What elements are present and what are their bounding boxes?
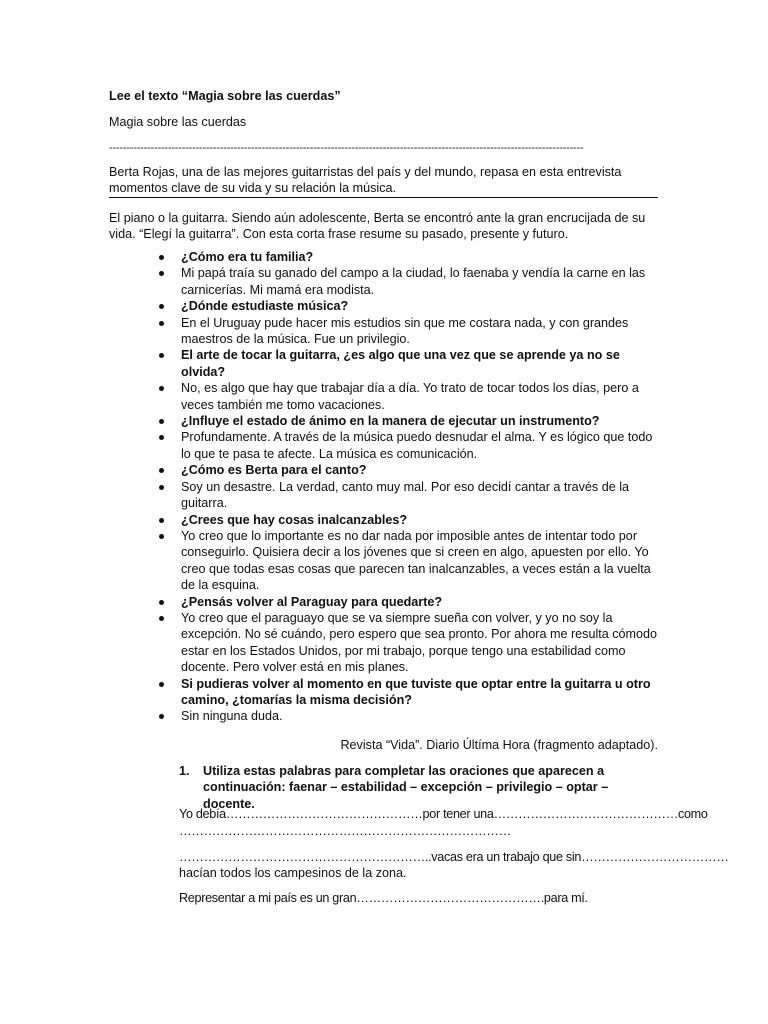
interview-text: ¿Pensás volver al Paraguay para quedarte?	[181, 594, 443, 609]
source-citation: Revista “Vida”. Diario Últíma Hora (fragmento adaptado).	[340, 738, 658, 752]
bullet-icon	[159, 304, 164, 309]
bullet-icon	[159, 321, 164, 326]
interview-text: Yo creo que lo importante es no dar nada por imposible antes de intentar todo por conseguirlo. Quisiera decir a los jóvenes que si creen en algo, apuesten por ello. Yo creo que todas esas cosas que parecen tan inalcanzables, a veces están a la vuelta de la esquina.	[181, 528, 651, 593]
interview-question	[181, 512, 661, 528]
body-paragraph: El piano o la guitarra. Siendo aún adolescente, Berta se encontró ante la gran encrucijada de su vida. “Elegí la guitarra”. Con esta corta frase resume su pasado, presente y futuro.	[109, 211, 646, 242]
interview-text: No, es algo que hay que trabajar día a día. Yo trato de tocar todos los días, pero a veces también me tomo vacaciones.	[181, 381, 639, 412]
interview-question	[181, 298, 661, 314]
bullet-icon	[159, 353, 164, 358]
instruction-title: Lee el texto “Magia sobre las cuerdas”	[109, 89, 341, 103]
interview-text: Profundamente. A través de la música puedo desnudar el alma. Y es lógico que todo lo que te pasa te afecte. La música es comunicación.	[181, 430, 653, 461]
interview-question	[181, 594, 661, 610]
interview-text: Yo creo que el paraguayo que se va siempre sueña con volver, y yo no soy la excepción. No sé cuándo, pero espero que sea pronto. Por ahora me resulta cómodo estar en los Estados Unidos, por mi trabajo, porque tengo una estabilidad como docente. Pero volver está en mis planes.	[181, 610, 658, 675]
horizontal-rule	[109, 197, 658, 198]
interview-text: Mi papá traía su ganado del campo a la ciudad, lo faenaba y vendía la carne en las carnicerías. Mi mamá era modista.	[181, 266, 646, 297]
interview-question	[181, 676, 661, 709]
text-title: Magia sobre las cuerdas	[109, 115, 247, 129]
interview-answer	[181, 429, 661, 462]
interview-answer	[181, 610, 661, 676]
intro-paragraph: Berta Rojas, una de las mejores guitarristas del país y del mundo, repasa en esta entrevista momentos clave de su vida y su relación la música.	[109, 165, 622, 196]
interview-text: Sin ninguna duda.	[181, 709, 283, 724]
interview-answer	[181, 528, 661, 594]
exercise-number: 1.	[179, 764, 190, 778]
sentence-1-line-1: Yo debía…………………………………………por tener una………………………………………como	[179, 807, 708, 821]
interview-text: ¿Crees que hay cosas inalcanzables?	[181, 512, 408, 527]
bullet-icon	[159, 468, 164, 473]
interview-answer	[181, 708, 661, 724]
interview-text: ¿Influye el estado de ánimo en la manera de ejecutar un instrumento?	[181, 414, 600, 429]
interview-text: ¿Cómo era tu familia?	[181, 250, 314, 264]
interview-question	[181, 347, 661, 380]
bullet-icon	[159, 271, 164, 276]
dashed-separator: -----------------------------------------------------------------------------------------------------------------------------------------	[109, 143, 584, 153]
interview-question	[181, 413, 661, 429]
bullet-icon	[159, 419, 164, 424]
interview-text: ¿Cómo es Berta para el canto?	[181, 463, 367, 478]
exercise-instruction: Utiliza estas palabras para completar las oraciones que aparecen a continuación: faenar – estabilidad – excepción – privilegio – optar – docente.	[203, 764, 609, 811]
interview-text: Si pudieras volver al momento en que tuviste que optar entre la guitarra u otro camino, ¿tomarías la misma decisión?	[181, 676, 651, 707]
bullet-icon	[159, 485, 164, 490]
bullet-icon	[159, 386, 164, 391]
sentence-2-line-2: hacían todos los campesinos de la zona.	[179, 866, 407, 880]
interview-text: Soy un desastre. La verdad, canto muy mal. Por eso decidí cantar a través de la guitarra.	[181, 479, 630, 511]
interview-answer	[181, 479, 661, 512]
interview-list	[181, 249, 661, 725]
bullet-icon	[159, 518, 164, 523]
bullet-icon	[159, 682, 164, 687]
bullet-icon	[159, 616, 164, 621]
bullet-icon	[159, 255, 164, 260]
bullet-icon	[159, 600, 164, 605]
bullet-icon	[159, 435, 164, 440]
interview-text: En el Uruguay pude hacer mis estudios sin que me costara nada, y con grandes maestros de la música. Fue un privilegio.	[181, 315, 629, 347]
bullet-icon	[159, 714, 164, 719]
interview-question	[181, 249, 661, 265]
interview-text: El arte de tocar la guitarra, ¿es algo que una vez que se aprende ya no se olvida?	[181, 348, 620, 379]
interview-answer	[181, 380, 661, 413]
sentence-3: Representar a mi país es un gran……………………………………….para mí.	[179, 891, 588, 905]
bullet-icon	[159, 534, 164, 539]
interview-answer	[181, 315, 661, 348]
interview-question	[181, 462, 661, 478]
interview-answer	[181, 265, 661, 298]
sentence-2-line-1: ……………………………………………………..vacas era un trabajo que sin………………………………	[179, 850, 729, 864]
sentence-1-line-2: ………………………………………………………………………	[179, 824, 511, 838]
interview-text: ¿Dónde estudiaste música?	[181, 299, 349, 314]
